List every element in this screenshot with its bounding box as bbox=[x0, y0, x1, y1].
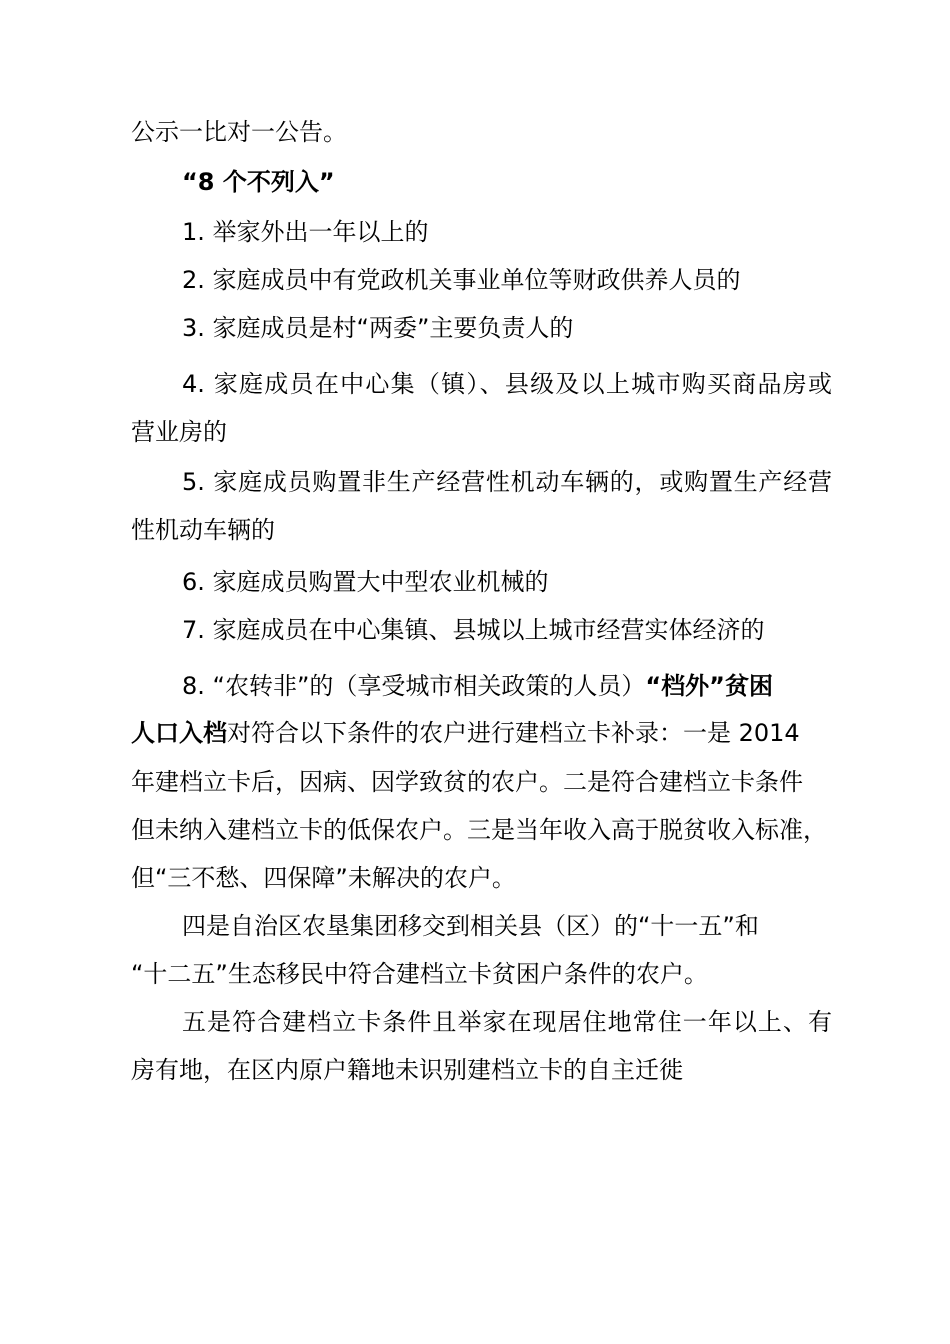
list-item-8-line-1 bbox=[182, 670, 832, 702]
list-item-6: 6. 家庭成员购置大中型农业机械的 bbox=[182, 568, 549, 596]
list-item-2: 2. 家庭成员中有党政机关事业单位等财政供养人员的 bbox=[182, 266, 741, 294]
list-item-4-line-2: 营业房的 bbox=[131, 418, 227, 446]
paragraph-4-line-2: “十二五”生态移民中符合建档立卡贫困户条件的农户。 bbox=[131, 960, 708, 988]
section-heading bbox=[182, 166, 832, 198]
section-heading-text: “8 个不列入” bbox=[182, 168, 335, 196]
paragraph-5-line-1: 五是符合建档立卡条件且举家在现居住地常住一年以上、有 bbox=[182, 1008, 832, 1036]
list-item-1: 1. 举家外出一年以上的 bbox=[182, 218, 429, 246]
list-item-4-line-1: 4. 家庭成员在中心集（镇）、县级及以上城市购买商品房或 bbox=[182, 370, 832, 398]
archive-paragraph-line-4: 但“三不愁、四保障”未解决的农户。 bbox=[131, 864, 516, 892]
paragraph-4-line-1: 四是自治区农垦集团移交到相关县（区）的“十一五”和 bbox=[182, 912, 759, 940]
archive-paragraph-line-1 bbox=[131, 717, 831, 749]
archive-paragraph-line-2: 年建档立卡后，因病、因学致贫的农户。二是符合建档立卡条件 bbox=[131, 768, 803, 796]
list-item-8-prefix: 8. “农转非”的（享受城市相关政策的人员） bbox=[182, 672, 646, 700]
archive-heading-part-2: 人口入档 bbox=[131, 719, 227, 747]
list-item-5-line-1: 5. 家庭成员购置非生产经营性机动车辆的，或购置生产经营 bbox=[182, 468, 832, 496]
list-item-5-line-2: 性机动车辆的 bbox=[131, 516, 275, 544]
list-item-7: 7. 家庭成员在中心集镇、县城以上城市经营实体经济的 bbox=[182, 616, 765, 644]
archive-paragraph-line-3: 但未纳入建档立卡的低保农户。三是当年收入高于脱贫收入标准， bbox=[131, 816, 827, 844]
archive-paragraph-text: 对符合以下条件的农户进行建档立卡补录：一是 2014 bbox=[227, 719, 800, 747]
list-item-3: 3. 家庭成员是村“两委”主要负责人的 bbox=[182, 314, 574, 342]
intro-tail-line: 公示一比对一公告。 bbox=[131, 118, 347, 146]
paragraph-5-line-2: 房有地，在区内原户籍地未识别建档立卡的自主迁徙 bbox=[131, 1056, 683, 1084]
archive-heading-part-1: “档外”贫困 bbox=[645, 672, 773, 700]
